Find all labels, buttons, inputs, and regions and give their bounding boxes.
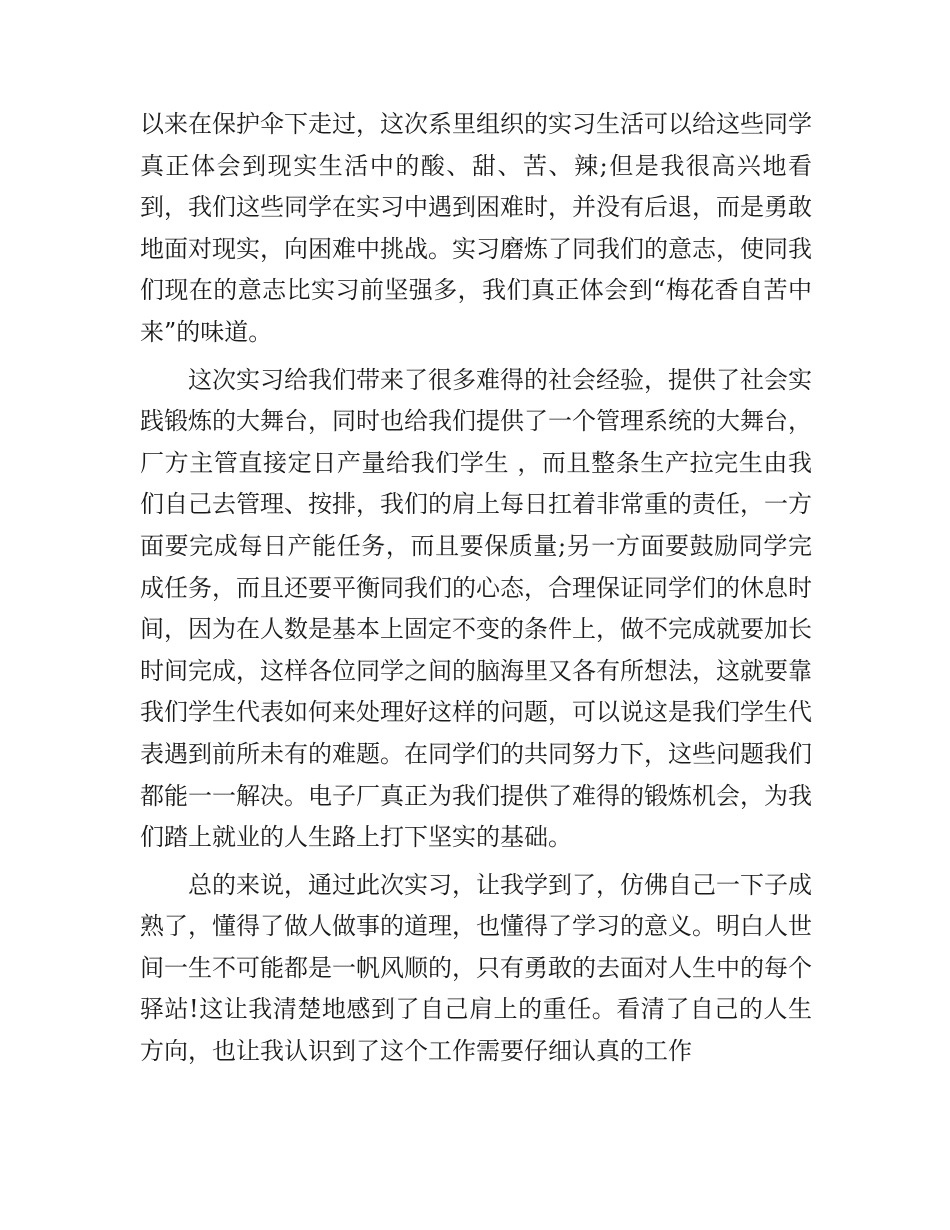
document-page [140, 104, 812, 1073]
paragraph-continuation: 以来在保护伞下走过，这次系里组织的实习生活可以给这些同学真正体会到现实生活中的酸、甜、苦、辣;但是我很高兴地看到，我们这些同学在实习中遇到困难时，并没有后退，而是勇敢地面对现实，向困难中挑战。实习磨炼了同我们的意志，使同我们现在的意志比实习前坚强多，我们真正体会到“梅花香自苦中来”的味道。 [140, 110, 812, 346]
paragraph-internship-experience: 这次实习给我们带来了很多难得的社会经验，提供了社会实践锻炼的大舞台，同时也给我们提供了一个管理系统的大舞台，厂方主管直接定日产量给我们学生 ，而且整条生产拉完生由我们自己去管理、按排，我们的肩上每日扛着非常重的责任，一方面要完成每日产能任务，而且要保质量;另一方面要鼓励同学完成任务，而且还要平衡同我们的心态，合理保证同学们的休息时间，因为在人数是基本上固定不变的条件上，做不完成就要加长时间完成，这样各位同学之间的脑海里又各有所想法，这就要靠我们学生代表如何来处理好这样的问题，可以说这是我们学生代表遇到前所未有的难题。在同学们的共同努力下，这些问题我们都能一一解决。电子厂真正为我们提供了难得的锻炼机会，为我们踏上就业的人生路上打下坚实的基础。 [140, 365, 812, 852]
paragraph-summary: 总的来说，通过此次实习，让我学到了，仿佛自己一下子成熟了，懂得了做人做事的道理，也懂得了学习的意义。明白人世间一生不可能都是一帆风顺的，只有勇敢的去面对人生中的每个驿站!这让我清楚地感到了自己肩上的重任。看清了自己的人生方向，也让我认识到了这个工作需要仔细认真的工作 [140, 870, 812, 1066]
